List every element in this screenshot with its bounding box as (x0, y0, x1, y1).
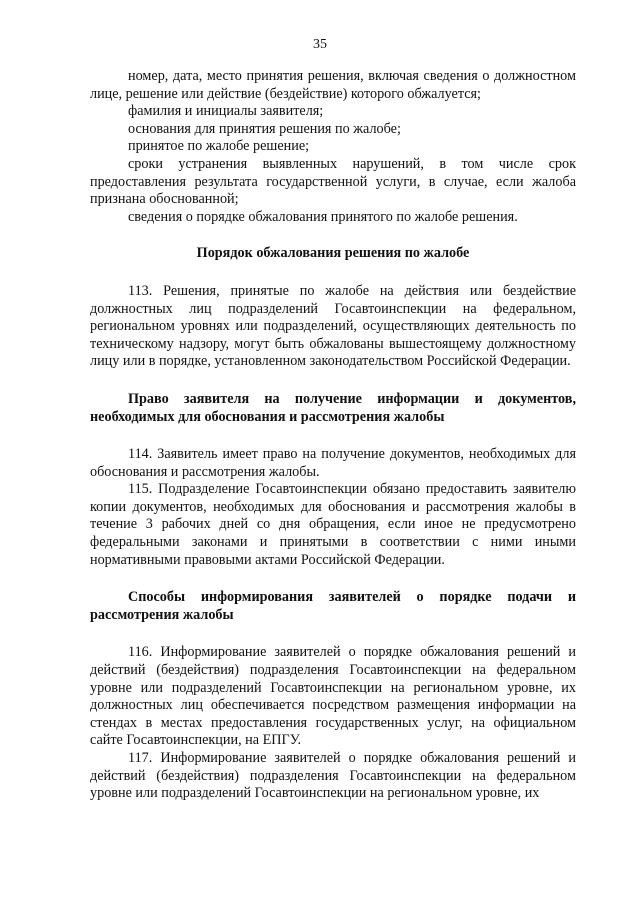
paragraph-violation-deadlines: сроки устранения выявленных нарушений, в том числе срок предоставления результата государственной услуги, в случае, если жалоба признана обоснованной; (90, 155, 576, 208)
paragraph-decision-taken: принятое по жалобе решение; (128, 138, 310, 155)
paragraph-appeal-info: сведения о порядке обжалования принятого по жалобе решения. (128, 208, 518, 225)
paragraph-decision-grounds: основания для принятия решения по жалобе; (128, 120, 401, 137)
heading-applicant-rights: Право заявителя на получение информации и документов, необходимых для обоснования и рассмотрения жалобы (90, 390, 576, 425)
heading-appeal-procedure: Порядок обжалования решения по жалобе (196, 245, 470, 262)
page-number: 35 (313, 37, 327, 52)
paragraph-115: 115. Подразделение Госавтоинспекции обязано предоставить заявителю копии документов, необходимых для обоснования и рассмотрения жалобы в течение 3 рабочих дней со дня обращения, если иное не предусмотрено федеральными законами и принятыми в соответствии с ними иными нормативными правовыми актами Российской Федерации. (90, 481, 576, 568)
paragraph-114: 114. Заявитель имеет право на получение документов, необходимых для обоснования и рассмотрения жалобы. (90, 446, 576, 480)
paragraph-113: 113. Решения, принятые по жалобе на действия или бездействие должностных лиц подразделений Госавтоинспекции на федеральном, региональном уровнях или подразделений, осуществляющих деятельность по техническому надзору, могут быть обжалованы вышестоящему должностному лицу или в порядке, установленном законодательством Российской Федерации. (90, 282, 576, 370)
paragraph-applicant-name: фамилия и инициалы заявителя; (128, 103, 324, 120)
paragraph-117: 117. Информирование заявителей о порядке обжалования решений и действий (бездействия) подразделения Госавтоинспекции на федеральном уровне или подразделений Госавтоинспекции на региональном уровне, их (90, 750, 576, 802)
paragraph-116: 116. Информирование заявителей о порядке обжалования решений и действий (бездействия) подразделения Госавтоинспекции на федеральном уровне или подразделений Госавтоинспекции на региональном уровне, их должностных лиц обеспечивается посредством размещения информации на стендах в местах предоставления государственных услуг, на официальном сайте Госавтоинспекции, на ЕПГУ. (90, 644, 576, 749)
heading-information-methods: Способы информирования заявителей о порядке подачи и рассмотрения жалобы (90, 589, 576, 623)
paragraph-decision-details: номер, дата, место принятия решения, включая сведения о должностном лице, решение или действие (бездействие) которого обжалуется; (90, 68, 576, 102)
document-body (90, 68, 576, 803)
